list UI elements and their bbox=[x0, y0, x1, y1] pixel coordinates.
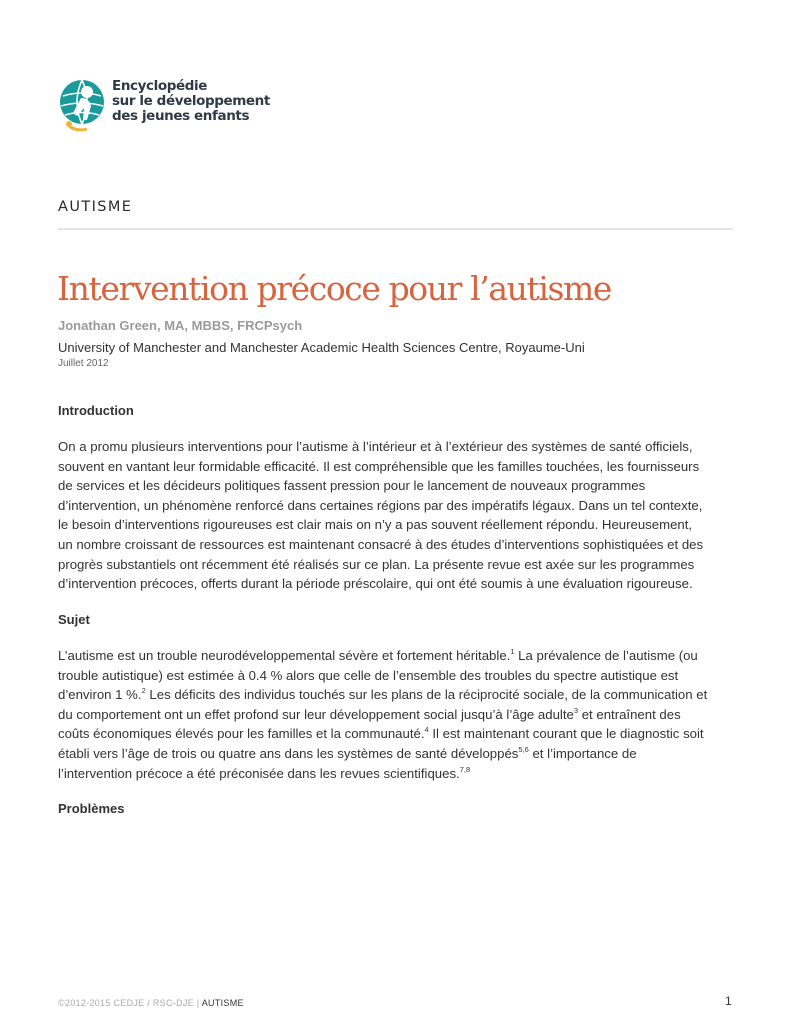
text-line: progrès substantiels ont récemment été réalisés sur ce plan. La présente revue est axée sur les programmes bbox=[58, 556, 695, 572]
footnote-ref[interactable]: 5,6 bbox=[518, 744, 529, 754]
text-line bbox=[58, 764, 738, 784]
text-run: d’environ 1 %. bbox=[58, 687, 142, 703]
logo-line: des jeunes enfants bbox=[112, 108, 250, 124]
text-line: de services et les décideurs politiques fassent pression pour le lancement de nouveaux programmes bbox=[58, 478, 646, 494]
text-line: d’intervention, un phénomène renforcé dans certaines régions par des impératifs légaux. Dans un tel contexte, bbox=[58, 497, 703, 513]
text-run: et l’importance de bbox=[528, 745, 637, 761]
text-line bbox=[58, 685, 738, 705]
text-line bbox=[58, 744, 738, 764]
footnote-ref[interactable]: 7,8 bbox=[459, 764, 471, 774]
text-line: le besoin d’interventions rigoureuses est clair mais on n’y a pas souvent réellement répondu. Heureusement, bbox=[58, 517, 693, 533]
page-number: 1 bbox=[725, 994, 732, 1008]
text-line: souvent en vantant leur formidable efficacité. Il est compréhensible que les familles touchées, les fournisseurs bbox=[58, 458, 700, 474]
section-heading-sujet: Sujet bbox=[58, 612, 90, 627]
footnote-ref[interactable]: 4 bbox=[424, 725, 429, 735]
author: Jonathan Green, MA, MBBS, FRCPsych bbox=[58, 318, 303, 333]
text-line: un nombre croissant de ressources est maintenant consacré à des études d’interventions sophistiquées et des bbox=[58, 536, 704, 552]
publication-date: Juillet 2012 bbox=[58, 358, 109, 369]
text-line bbox=[58, 724, 738, 744]
logo-text bbox=[112, 79, 270, 124]
category-label: AUTISME bbox=[58, 199, 133, 215]
text-run: du comportement ont un effet profond sur leur développement social jusqu’à l’âge adulte bbox=[58, 706, 574, 722]
paragraph-sujet bbox=[58, 646, 738, 783]
text-run: L’autisme est un trouble neurodéveloppemental sévère et fortement héritable. bbox=[58, 648, 511, 663]
paragraph-introduction bbox=[58, 437, 738, 594]
footer bbox=[58, 998, 244, 1008]
globe-child-logo-icon bbox=[57, 76, 107, 134]
footnote-ref[interactable]: 1 bbox=[510, 647, 515, 656]
text-line bbox=[58, 646, 738, 666]
footer-topic: AUTISME bbox=[201, 998, 244, 1008]
section-heading-problemes: Problèmes bbox=[58, 801, 125, 816]
footnote-ref[interactable]: 3 bbox=[573, 705, 579, 715]
logo-line: Encyclopédie bbox=[112, 78, 208, 94]
logo-line: sur le développement bbox=[112, 93, 270, 109]
text-run: La prévalence de l’autisme (ou bbox=[514, 648, 698, 663]
footnote-ref[interactable]: 2 bbox=[141, 686, 146, 696]
text-run: coûts économiques élevés pour les familles et la communauté. bbox=[58, 726, 425, 742]
text-line: On a promu plusieurs interventions pour l’autisme à l’intérieur et à l’extérieur des systèmes de santé officiels, bbox=[58, 439, 693, 454]
logo bbox=[57, 76, 270, 136]
text-run: Il est maintenant courant que le diagnostic soit bbox=[428, 726, 704, 742]
section-heading-introduction: Introduction bbox=[58, 403, 134, 418]
text-line bbox=[58, 705, 738, 725]
text-run: établi vers l’âge de trois ou quatre ans dans les systèmes de santé développés bbox=[58, 745, 519, 761]
affiliation: University of Manchester and Manchester Academic Health Sciences Centre, Royaume-Uni bbox=[58, 340, 585, 355]
page-title: Intervention précoce pour l’autisme bbox=[57, 269, 612, 308]
text-run: Les déficits des individus touchés sur les plans de la réciprocité sociale, de la communication et bbox=[145, 687, 708, 703]
text-run: et entraînent des bbox=[578, 706, 681, 722]
text-line: trouble autistique) est estimée à 0.4 % alors que celle de l’ensemble des troubles du spectre autistique est bbox=[58, 667, 679, 683]
text-run: l’intervention précoce a été préconisée dans les revues scientifiques. bbox=[58, 765, 460, 781]
text-line: d’intervention précoces, offerts durant la période préscolaire, qui ont été soumis à une évaluation rigoureuse. bbox=[58, 576, 693, 592]
footer-copyright: ©2012-2015 CEDJE / RSC-DJE | bbox=[58, 998, 202, 1008]
divider bbox=[58, 228, 733, 230]
